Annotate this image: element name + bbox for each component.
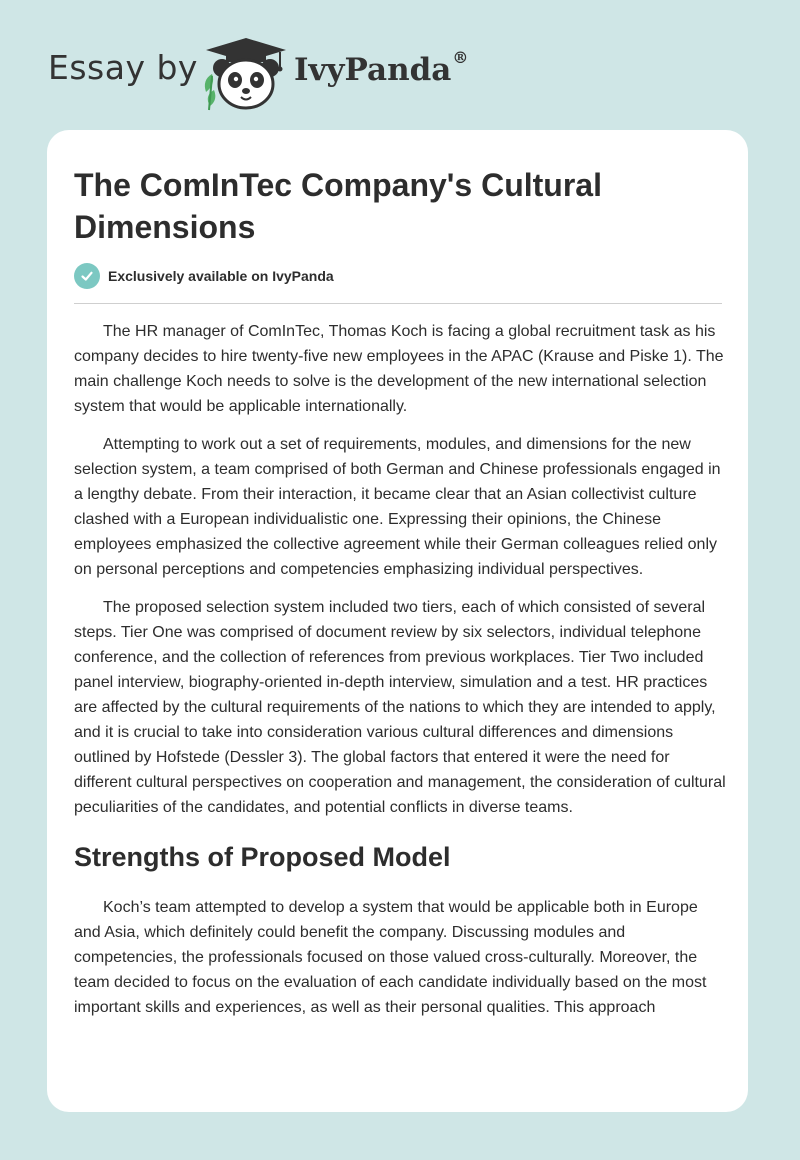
essay-body [74,319,726,1033]
check-circle-icon [74,263,100,289]
essay-card [47,130,748,1112]
paragraph: The proposed selection system included two tiers, each of which consisted of several steps. Tier One was comprised of document review by six selectors, individual telephone conference, and the collection of references from previous workplaces. Tier Two included panel interview, biography-oriented in-depth interview, simulation and a test. HR practices are affected by the cultural requirements of the nations to which they are intended to apply, and it is crucial to take into consideration various cultural differences and dimensions outlined by Hofstede (Dessler 3). The global factors that entered it were the need for different cultural perspectives on cooperation and management, the consideration of cultural peculiarities of the candidates, and potential conflicts in diverse teams. [74,599,726,816]
site-header [0,0,800,130]
paragraph: The HR manager of ComInTec, Thomas Koch is facing a global recruitment task as his company decides to hire twenty-five new employees in the APAC (Krause and Piske 1). The main challenge Koch needs to solve is the development of the new international selection system that would be applicable internationally. [74,323,724,415]
exclusive-badge [74,263,334,289]
essay-by-label: Essay by [48,48,198,87]
exclusive-label: Exclusively available on IvyPanda [108,268,334,284]
brand-name-text: IvyPanda [294,52,452,88]
paragraph: Koch’s team attempted to develop a system that would be applicable both in Europe and Asia, which definitely could benefit the company. Discussing modules and competencies, the professionals focused on those valued cross-culturally. Moreover, the team decided to focus on the evaluation of each candidate individually based on the most important skills and experiences, as well as their personal qualities. This approach [74,899,707,1016]
brand-name[interactable] [294,48,469,88]
paragraph: Attempting to work out a set of requirements, modules, and dimensions for the new selection system, a team comprised of both German and Chinese professionals engaged in a lengthy debate. From their interaction, it became clear that an Asian collectivist culture clashed with a European individualistic one. Expressing their opinions, the Chinese employees emphasized the collective agreement while their German colleagues relied only on personal perceptions and competencies emphasizing individual perspectives. [74,436,721,578]
page-title: The ComInTec Company's Cultural Dimensions [74,167,602,245]
registered-mark: ® [452,48,469,67]
divider [74,303,722,304]
section-heading: Strengths of Proposed Model [74,842,451,872]
panda-graduate-logo-icon[interactable] [200,34,292,114]
